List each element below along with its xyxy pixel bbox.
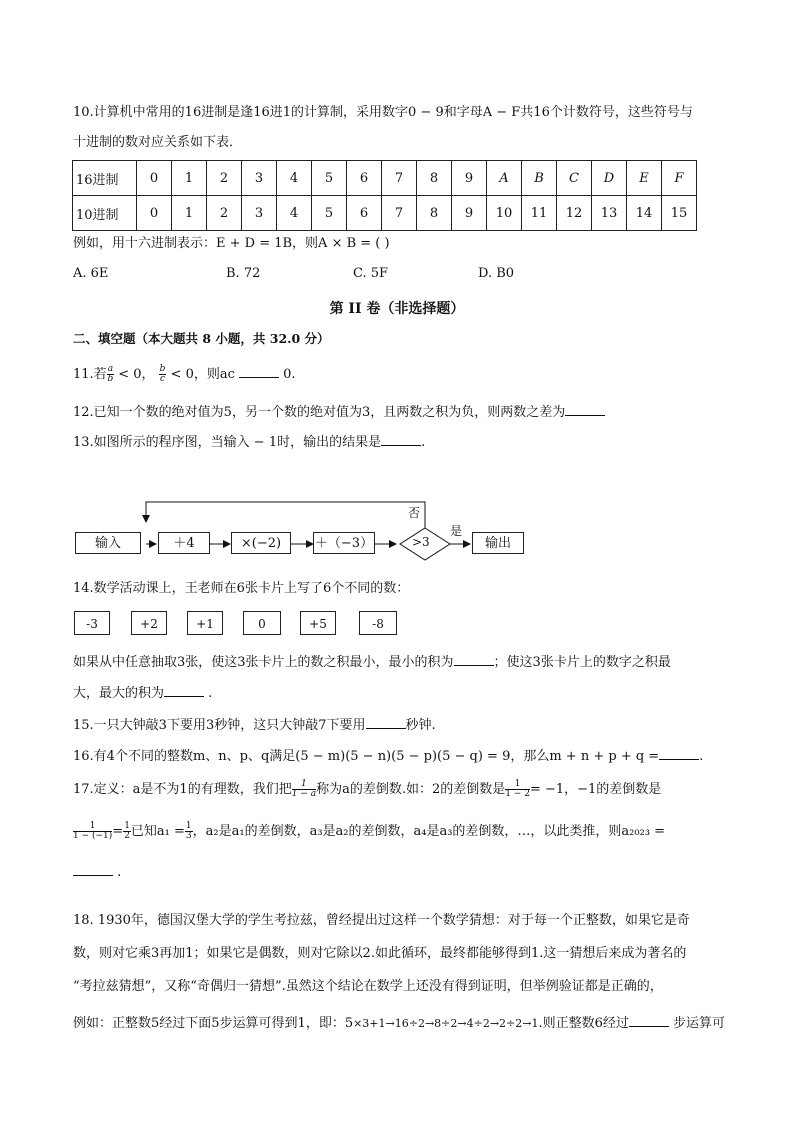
frac-num: 1 — [185, 821, 192, 831]
q17-text: 17.定义：a是不为1的有理数，我们把 — [73, 782, 292, 797]
q17-text: = −1，−1的差倒数是 — [529, 782, 662, 797]
fraction — [292, 780, 316, 799]
card: -8 — [359, 611, 397, 635]
q11-line — [73, 364, 296, 384]
answer-blank[interactable] — [381, 432, 421, 446]
fraction — [159, 365, 167, 384]
table-cell: 4 — [277, 161, 312, 196]
q14-line2: 大，最大的积为 . — [73, 683, 212, 703]
answer-blank[interactable] — [565, 402, 605, 416]
q10-line1: 10.计算机中常用的16进制是逢16进1的计算制，采用数字0 − 9和字母A − F共16个计数符号，这些符号与 — [73, 105, 693, 120]
table-cell: 15 — [662, 196, 697, 231]
q18-line2: 数，则对它乘3再加1；如果它是偶数，则对它除以2.如此循环，最终都能够得到1.这一猜想后来成为著名的 — [73, 946, 687, 961]
table-cell: 2 — [207, 161, 242, 196]
answer-blank[interactable] — [366, 715, 406, 729]
table-cell: 3 — [242, 196, 277, 231]
frac-num: b — [159, 364, 166, 374]
q12-text: 12.已知一个数的绝对值为5，另一个数的绝对值为3，且两数之积为负，则两数之差为 — [73, 405, 566, 420]
table-cell: 1 — [172, 196, 207, 231]
flow-no-label: 否 — [408, 506, 421, 520]
q15-line — [73, 715, 436, 735]
card: +5 — [300, 611, 336, 635]
flow-yes-label: 是 — [450, 524, 463, 538]
q18-text: 步运算可 — [673, 1016, 726, 1031]
table-cell: 13 — [592, 196, 627, 231]
table-row — [73, 161, 697, 196]
frac-num: a — [107, 364, 114, 374]
table-cell: 10 — [487, 196, 522, 231]
answer-blank[interactable] — [659, 746, 699, 760]
frac-num: 1 — [505, 780, 530, 790]
q18-line3: “考拉兹猜想”，又称“奇偶归一猜想”.虽然这个结论在数学上还没有得到证明，但举例验证都是正确的， — [73, 979, 663, 994]
table-cell: C — [557, 161, 592, 196]
frac-den: 2 — [124, 831, 130, 841]
fraction — [123, 822, 131, 841]
table-row — [73, 196, 697, 231]
table-cell: 7 — [382, 161, 417, 196]
q15-suffix: 秒钟. — [405, 718, 436, 733]
q16-line: 16.有4个不同的整数m、n、p、q满足(5 − m)(5 − n)(5 − p)(5 − q) = 9，那么m + n + p + q = . — [73, 746, 703, 766]
q11-mid1: < 0， — [118, 367, 155, 382]
table-cell: 6 — [347, 196, 382, 231]
table-cell: A — [487, 161, 522, 196]
table-cell: 0 — [137, 161, 172, 196]
q17-line1 — [73, 780, 661, 799]
q11-prefix: 11.若 — [73, 367, 107, 382]
flow-output: 输出 — [472, 532, 524, 554]
fraction — [107, 365, 114, 384]
frac-den: 3 — [185, 831, 192, 841]
table-cell: 5 — [312, 161, 347, 196]
q13-text: 13.如图所示的程序图，当输入 − 1时，输出的结果是 — [73, 435, 382, 450]
q18-text: .则正整数6经过 — [538, 1016, 629, 1031]
table-cell: 7 — [382, 196, 417, 231]
card: +1 — [187, 611, 223, 635]
q17-text: = — [112, 824, 124, 839]
table-cell: 3 — [242, 161, 277, 196]
q18-line1: 18. 1930年，德国汉堡大学的学生考拉兹，曾经提出过这样一个数学猜想：对于每一个正整数，如果它是奇 — [73, 913, 690, 928]
frac-den: 1 − (−1) — [73, 831, 113, 841]
option-d: D. B0 — [478, 266, 515, 281]
answer-blank[interactable] — [629, 1013, 669, 1027]
table-cell: 14 — [627, 196, 662, 231]
q17-line2 — [73, 822, 665, 841]
table-cell: 2 — [207, 196, 242, 231]
answer-blank[interactable] — [73, 862, 113, 876]
table-cell: D — [592, 161, 627, 196]
table-cell: B — [522, 161, 557, 196]
q17-line3: . — [73, 862, 121, 882]
q17-text: ，a₂是a₁的差倒数，a₃是a₂的差倒数，a₄是a₃的差倒数，…，以此类推，则a₂₀₂₃ = — [192, 824, 666, 839]
q14-text: ；使这3张卡片上的数字之积最 — [493, 655, 671, 670]
q18-line4 — [73, 1013, 725, 1033]
frac-den: 1 − 2 — [505, 789, 530, 799]
q10-line2: 十进制的数对应关系如下表． — [73, 135, 243, 150]
table-cell: 6 — [347, 161, 382, 196]
answer-blank[interactable] — [454, 652, 494, 666]
card: 0 — [243, 611, 281, 635]
flow-add4: ＋4 — [158, 532, 210, 554]
section-title: 第 II 卷（非选择题） — [329, 301, 465, 317]
hex-table — [72, 160, 697, 231]
table-cell: 4 — [277, 196, 312, 231]
option-b: B. 72 — [226, 266, 261, 281]
fraction — [185, 822, 193, 841]
loop-arrow — [146, 502, 425, 530]
answer-blank[interactable] — [239, 364, 279, 378]
flow-decision-label: >3 — [412, 535, 430, 549]
frac-den: b — [107, 374, 114, 384]
table-cell: 0 — [137, 196, 172, 231]
table-cell: 5 — [312, 196, 347, 231]
card: -3 — [74, 611, 110, 635]
q11-suffix: 0. — [283, 367, 296, 382]
frac-num: 1 — [73, 822, 112, 832]
table-cell: 8 — [417, 161, 452, 196]
q16-text: 16.有4个不同的整数m、n、p、q满足(5 − m)(5 − n)(5 − p)(5 − q) = 9，那么m + n + p + q = — [73, 749, 660, 764]
answer-blank[interactable] — [164, 683, 204, 697]
frac-num: 1 — [292, 780, 316, 790]
table-cell: E — [627, 161, 662, 196]
table-cell: F — [662, 161, 697, 196]
frac-den: 1 − a — [291, 789, 317, 799]
table-cell: 9 — [452, 161, 487, 196]
table-cell: 9 — [452, 196, 487, 231]
frac-den: c — [160, 374, 166, 384]
q15-text: 15.一只大钟敲3下要用3秒钟，这只大钟敲7下要用 — [73, 718, 366, 733]
card: +2 — [131, 611, 167, 635]
fraction — [73, 822, 112, 841]
option-a: A. 6E — [73, 266, 109, 281]
q14-intro: 14.数学活动课上，王老师在6张卡片上写了6个不同的数： — [73, 581, 410, 596]
flow-input: 输入 — [75, 532, 141, 554]
q13-line: 13.如图所示的程序图，当输入 − 1时，输出的结果是 . — [73, 432, 425, 452]
q14-text: 大，最大的积为 — [73, 686, 165, 701]
q14-text: 如果从中任意抽取3张，使这3张卡片上的数之积最小，最小的积为 — [73, 655, 454, 670]
table-cell: 1 — [172, 161, 207, 196]
frac-num: 1 — [124, 821, 130, 831]
table-cell: 12 — [557, 196, 592, 231]
flow-mul-neg2: ×(−2) — [231, 532, 291, 554]
q17-text: 称为a的差倒数.如：2的差倒数是 — [316, 782, 506, 797]
table-cell: 11 — [522, 196, 557, 231]
q12-line — [73, 402, 605, 422]
option-c: C. 5F — [353, 266, 389, 281]
q14-line1 — [73, 652, 671, 672]
row-header: 16进制 — [73, 161, 137, 196]
table-cell: 8 — [417, 196, 452, 231]
flow-add-neg3: ＋（−3） — [313, 532, 375, 554]
section-header: 二、填空题（本大题共 8 小题，共 32.0 分） — [73, 331, 330, 346]
collatz-chain: ×3+1→16÷2→8÷2→4÷2→2÷2→1 — [353, 1017, 539, 1030]
q11-mid2: < 0，则ac — [170, 367, 235, 382]
q17-text: 已知a₁ = — [130, 824, 185, 839]
row-header: 10进制 — [73, 196, 137, 231]
q18-text: 例如：正整数5经过下面5步运算可得到1，即：5 — [73, 1016, 354, 1031]
q10-example: 例如，用十六进制表示：E + D = 1B，则A × B = ( ) — [73, 236, 390, 251]
fraction — [505, 780, 530, 799]
